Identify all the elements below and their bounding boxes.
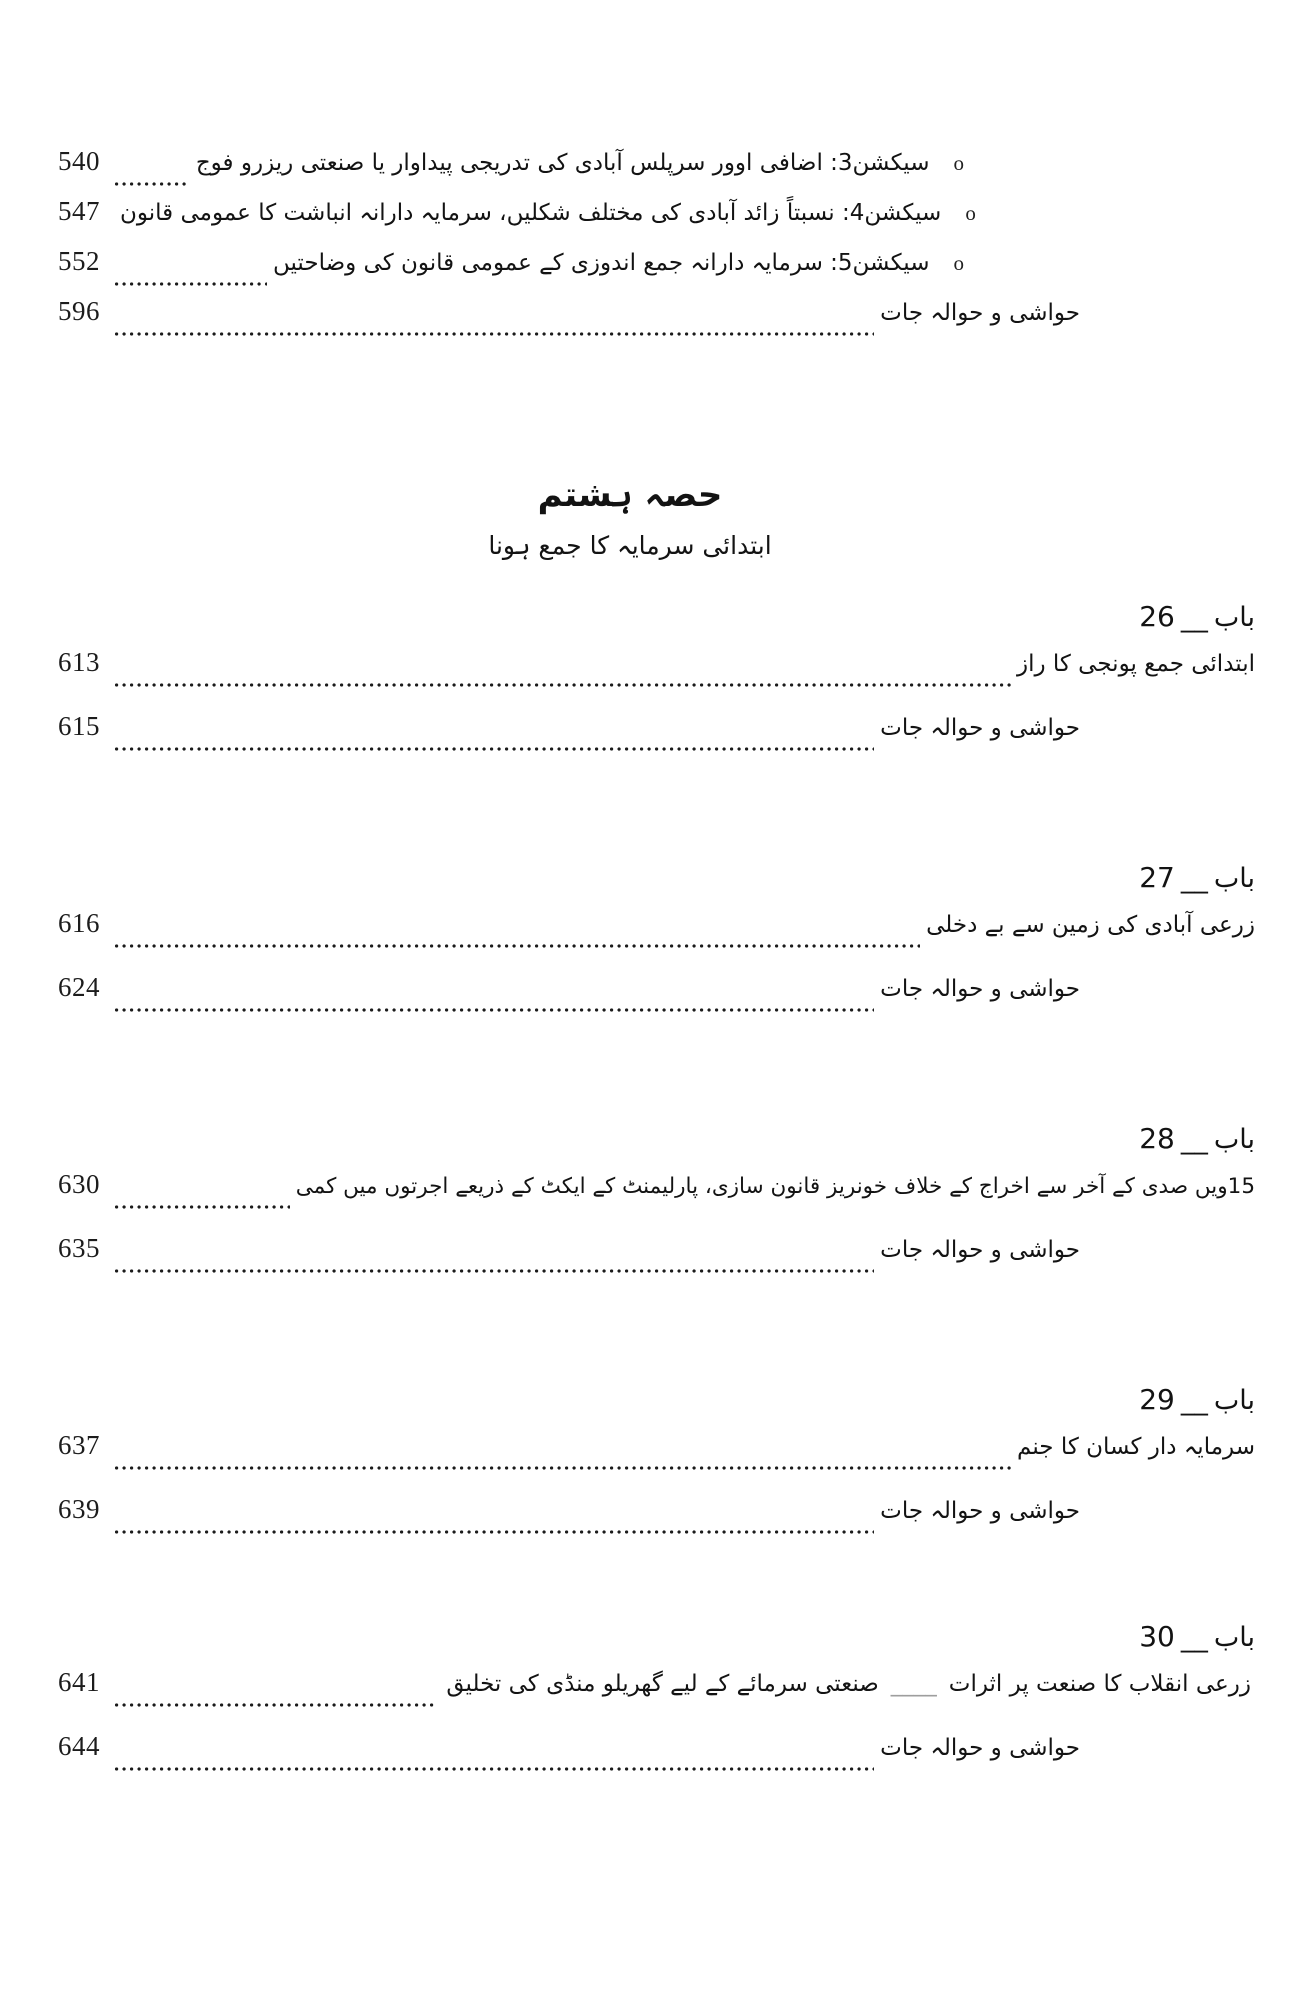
circle-bullet-icon: o	[953, 251, 964, 275]
chapter-separator: __	[1180, 602, 1208, 633]
blank-separator: ____	[890, 1671, 937, 1697]
chapter-separator: __	[1180, 863, 1208, 894]
page-number: 547	[58, 196, 100, 226]
entry-title: ابتدائی جمع پونجی کا راز	[1016, 651, 1255, 677]
chapter-block-30	[0, 1620, 1316, 1781]
toc-row-footnotes	[0, 1233, 1316, 1283]
toc-row-footnotes	[0, 1494, 1316, 1544]
dotted-leader	[114, 281, 267, 287]
chapter-number: 29	[1139, 1383, 1175, 1416]
circle-bullet-icon: o	[953, 151, 964, 175]
section-title: سیکشن4: نسبتاً زائد آبادی کی مختلف شکلیں، سرمایہ دارانہ انباشت کا عمومی قانون	[120, 200, 942, 226]
chapter-heading	[0, 1383, 1316, 1416]
footnotes-title: حواشی و حوالہ جات	[880, 1498, 1080, 1524]
footnotes-title: حواشی و حوالہ جات	[880, 976, 1080, 1002]
entry-title: 15ویں صدی کے آخر سے اخراج کے خلاف خونریز قانون سازی، پارلیمنٹ کے ایکٹ کے ذریعے اجرتوں میں کمی	[295, 1174, 1255, 1199]
dotted-leader	[114, 1766, 874, 1772]
toc-row-entry	[0, 908, 1316, 958]
page-number: 615	[58, 711, 100, 741]
page-number: 639	[58, 1494, 100, 1524]
toc-row-section-3	[0, 146, 1316, 196]
page-number: 637	[58, 1430, 100, 1460]
footnotes-title: حواشی و حوالہ جات	[880, 715, 1080, 741]
toc-row-footnotes	[0, 1731, 1316, 1781]
entry-title: زرعی آبادی کی زمین سے بے دخلی	[926, 912, 1255, 938]
toc-row-footnotes	[0, 972, 1316, 1022]
chapter-number: 28	[1139, 1122, 1175, 1155]
chapter-block-29	[0, 1383, 1316, 1544]
chapter-label: باب	[1213, 1385, 1255, 1416]
chapter-block-28	[0, 1122, 1316, 1283]
chapter-number: 26	[1139, 600, 1175, 633]
dotted-leader	[114, 1465, 1011, 1471]
dotted-leader	[114, 943, 920, 949]
chapter-label: باب	[1213, 602, 1255, 633]
entry-title	[442, 1670, 1255, 1700]
chapter-block-26	[0, 600, 1316, 761]
page-number: 630	[58, 1169, 100, 1199]
page-number: 540	[58, 146, 100, 176]
footnotes-title: حواشی و حوالہ جات	[880, 1237, 1080, 1263]
entry-title-part-2: صنعتی سرمائے کے لیے گھریلو منڈی کی تخلیق	[446, 1671, 879, 1697]
chapter-block-27	[0, 861, 1316, 1022]
toc-row-section-4	[0, 196, 1316, 246]
page-number: 616	[58, 908, 100, 938]
page-number: 641	[58, 1667, 100, 1697]
chapter-number: 27	[1139, 861, 1175, 894]
page-number: 613	[58, 647, 100, 677]
dotted-leader	[114, 746, 874, 752]
toc-row-entry	[0, 647, 1316, 697]
page-number: 596	[58, 296, 100, 326]
chapter-separator: __	[1180, 1385, 1208, 1416]
page-number: 624	[58, 972, 100, 1002]
entry-title: سرمایہ دار کسان کا جنم	[1017, 1434, 1255, 1460]
toc-row-section-5	[0, 246, 1316, 296]
chapter-heading	[0, 1620, 1316, 1653]
dotted-leader	[114, 331, 874, 337]
toc-row-entry	[0, 1430, 1316, 1480]
chapter-label: باب	[1213, 863, 1255, 894]
dotted-leader	[114, 1204, 290, 1210]
chapter-number: 30	[1139, 1620, 1175, 1653]
chapter-heading	[0, 1122, 1316, 1155]
part-subtitle: ابتدائی سرمایہ کا جمع ہونا	[488, 531, 772, 560]
dotted-leader	[114, 1529, 874, 1535]
toc-row-entry	[0, 1169, 1316, 1219]
chapter-separator: __	[1180, 1124, 1208, 1155]
part-header	[0, 474, 1316, 560]
dotted-leader	[114, 1007, 874, 1013]
entry-title-part-1: زرعی انقلاب کا صنعت پر اثرات	[948, 1671, 1251, 1697]
footnotes-title: حواشی و حوالہ جات	[880, 1735, 1080, 1761]
dotted-leader	[114, 181, 190, 187]
chapter-label: باب	[1213, 1622, 1255, 1653]
section-title: سیکشن5: سرمایہ دارانہ جمع اندوزی کے عمومی قانون کی وضاحتیں	[272, 250, 930, 276]
chapter-label: باب	[1213, 1124, 1255, 1155]
dotted-leader	[114, 682, 1011, 688]
toc-row-footnotes	[0, 711, 1316, 761]
dotted-leader	[114, 1268, 874, 1274]
dotted-leader	[114, 1702, 436, 1708]
part-heading: حصہ ہشتم	[537, 475, 723, 515]
chapter-separator: __	[1180, 1622, 1208, 1653]
chapter-heading	[0, 861, 1316, 894]
circle-bullet-icon: o	[965, 201, 976, 225]
page-number: 644	[58, 1731, 100, 1761]
section-title: سیکشن3: اضافی اوور سرپلس آبادی کی تدریجی پیداوار یا صنعتی ریزرو فوج	[195, 150, 930, 176]
toc-row-footnotes	[0, 296, 1316, 346]
page-number: 552	[58, 246, 100, 276]
page-number: 635	[58, 1233, 100, 1263]
footnotes-title: حواشی و حوالہ جات	[880, 300, 1080, 326]
toc-row-entry	[0, 1667, 1316, 1717]
chapter-heading	[0, 600, 1316, 633]
